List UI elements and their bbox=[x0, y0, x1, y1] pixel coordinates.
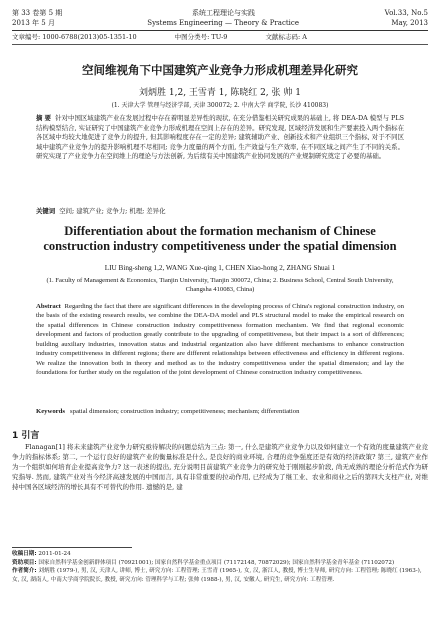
journal-name-en: Systems Engineering — Theory & Practice bbox=[147, 19, 299, 27]
keywords-label-cn: 关键词 bbox=[36, 207, 56, 215]
title-chinese: 空间维视角下中国建筑产业竞争力形成机理差异化研究 bbox=[82, 63, 358, 77]
keywords-chinese bbox=[36, 206, 404, 215]
title-english: Differentiation about the formation mechanism of Chinese construction industry competitiveness under the spatial dimension bbox=[43, 224, 397, 253]
affiliation-chinese: (1. 天津大学 管理与经济学部, 天津 300072; 2. 中南大学 商学院, 长沙 410083) bbox=[111, 102, 329, 109]
keywords-text-en: spatial dimension; construction industry; competitiveness; mechanism; differentiation bbox=[70, 408, 300, 415]
authors-chinese: 刘炳胜 1,2, 王雪青 1, 陈晓红 2, 张 帅 1 bbox=[139, 88, 301, 98]
footnote-bio bbox=[12, 567, 428, 584]
date-en: May, 2013 bbox=[391, 19, 428, 27]
footnote-rule bbox=[12, 547, 132, 548]
footnotes bbox=[12, 550, 428, 584]
abstract-label-en: Abstract bbox=[36, 303, 61, 310]
received-label: 收稿日期: bbox=[12, 551, 37, 557]
keywords-text-cn: 空间; 建筑产业; 竞争力; 机理; 差异化 bbox=[59, 207, 166, 215]
fund-label: 资助项目: bbox=[12, 559, 37, 566]
bio-label: 作者简介: bbox=[12, 568, 37, 575]
volume-en: Vol.33, No.5 bbox=[384, 9, 428, 17]
article-number: 文章编号: 1000-6788(2013)05-1351-10 bbox=[12, 33, 137, 41]
received-date: 2011-01-24 bbox=[38, 551, 71, 557]
abstract-text-cn: 针对中国区域建筑产业在发展过程中存在着明显差异性的现状, 在充分借鉴相关研究成果的基础上, 将 DEA-DA 模型与 PLS 结构模型结合, 实证研究了中国建筑产业竞争力形成机理在空间上存在的差异。研究发现, 区域经济发展和生产要素投入两个指标在各区域中均较大地促进了竞争力的提升, 但其影响程度存在一定的差异; 建筑辅助产业、创新技术和产业组织三个指标, 对于不同区域中建筑产业竞争力的提升影响机理不尽相同; 竞争力度量的两个方面, 生产效益与生产效率, 在不同区域之间产生了不同的关系。研究实现了产业竞争力在空间维上的理论与方法创新, 为后续有关中国建筑产业协同发展的产业规制研究奠定了必要的基础。 bbox=[36, 114, 404, 161]
running-header bbox=[12, 8, 428, 28]
article-meta bbox=[12, 33, 428, 42]
header-rule bbox=[12, 30, 428, 31]
keywords-english bbox=[36, 407, 404, 416]
meta-rule bbox=[12, 44, 428, 45]
fund-text: 国家自然科学基金创新群体项目 (70921001); 国家自然科学基金重点项目 (71172148, 70872029); 国家自然科学基金青年基金 (71102072) bbox=[38, 559, 395, 566]
footnote-received bbox=[12, 550, 428, 559]
abstract-english bbox=[36, 302, 404, 378]
classification-number: 中图分类号: TU-9 bbox=[174, 33, 228, 41]
affiliation-english: (1. Faculty of Management & Economics, Tianjin University, Tianjin 300072, China; 2. Business School, Central South University, Changsha 410083, China) bbox=[46, 277, 394, 293]
abstract-text-en: Regarding the fact that there are significant differences in the developing process of China's regional construction industry, on the basis of the existing research results, we combine the DEA-DA model and PLS structural model to make the empirical research on the spatial differences in Chinese construction industry competitiveness formation mechanism. We find that regional economic development and factors of production greatly contribute to the upgrading of competitiveness, but their impact is a sort of differences; building auxiliary industries, innovation status and industrial organization also have different mechanisms to enhance construction industry competitiveness in different regions; there are different relationships between effectiveness and efficiency in different regions. We realize the innovation both in theory and method as to the industry competitiveness under the spatial dimension; and lay the foundations for further study on the regulation of the joint development of Chinese construction industry competitiveness. bbox=[36, 303, 404, 377]
date-cn: 2013 年 5 月 bbox=[12, 19, 55, 27]
keywords-label-en: Keywords bbox=[36, 408, 65, 415]
abstract-chinese bbox=[36, 114, 404, 162]
bio-text: 刘炳胜 (1979-), 男, 汉, 天津人, 讲师, 博士, 研究方向: 工程管理; 王雪青 (1965-), 女, 汉, 浙江人, 教授, 博士生导师, 研究方向: 工程管理; 陈晓红 (1963-), 女, 汉, 湖南人, 中南大学商学院院长, 教授, 研究方向: 管理科学与工程; 张帅 (1988-), 男, 汉, 安徽人, 研究生, 研究方向: 工程管理. bbox=[12, 568, 422, 583]
volume-cn: 第 33 卷第 5 期 bbox=[12, 9, 63, 17]
body-paragraph: Flanagan[1] 将未来建筑产业竞争力研究亟待解决的问题总结为三点: 第一, 什么是建筑产业竞争力以及如何建立一个有效的度量建筑产业竞争力的指标体系; 第二, 一个运行良好的建筑产业的衡量标准是什么, 是良好的商业环境, 合理的竞争强度还是有效的经济政策? 第三, 建筑产业作为一个组织如何培育企业提高竞争力? 这一表述的提出, 充分说明目前建筑产业竞争力的研究处于刚刚起步阶段, 尚无成熟的理论分析范式作为研究指导. 然而, 建筑产业对当今经济高速发展的中国而言, 具有非常重要的拉动作用, 已经成为了继工业、农业和商业之后的第四大支柱产业, 对维持中国各区域经济的增长具有不可替代的作用. 遗憾的是, 建 bbox=[12, 443, 428, 491]
section-heading: 1 引言 bbox=[12, 431, 40, 441]
footnote-fund bbox=[12, 559, 428, 568]
abstract-label-cn: 摘 要 bbox=[36, 114, 52, 122]
document-code: 文献标志码: A bbox=[265, 33, 307, 41]
journal-name-cn: 系统工程理论与实践 bbox=[191, 9, 255, 17]
authors-english: LIU Bing-sheng 1,2, WANG Xue-qing 1, CHEN Xiao-hong 2, ZHANG Shuai 1 bbox=[104, 264, 336, 272]
